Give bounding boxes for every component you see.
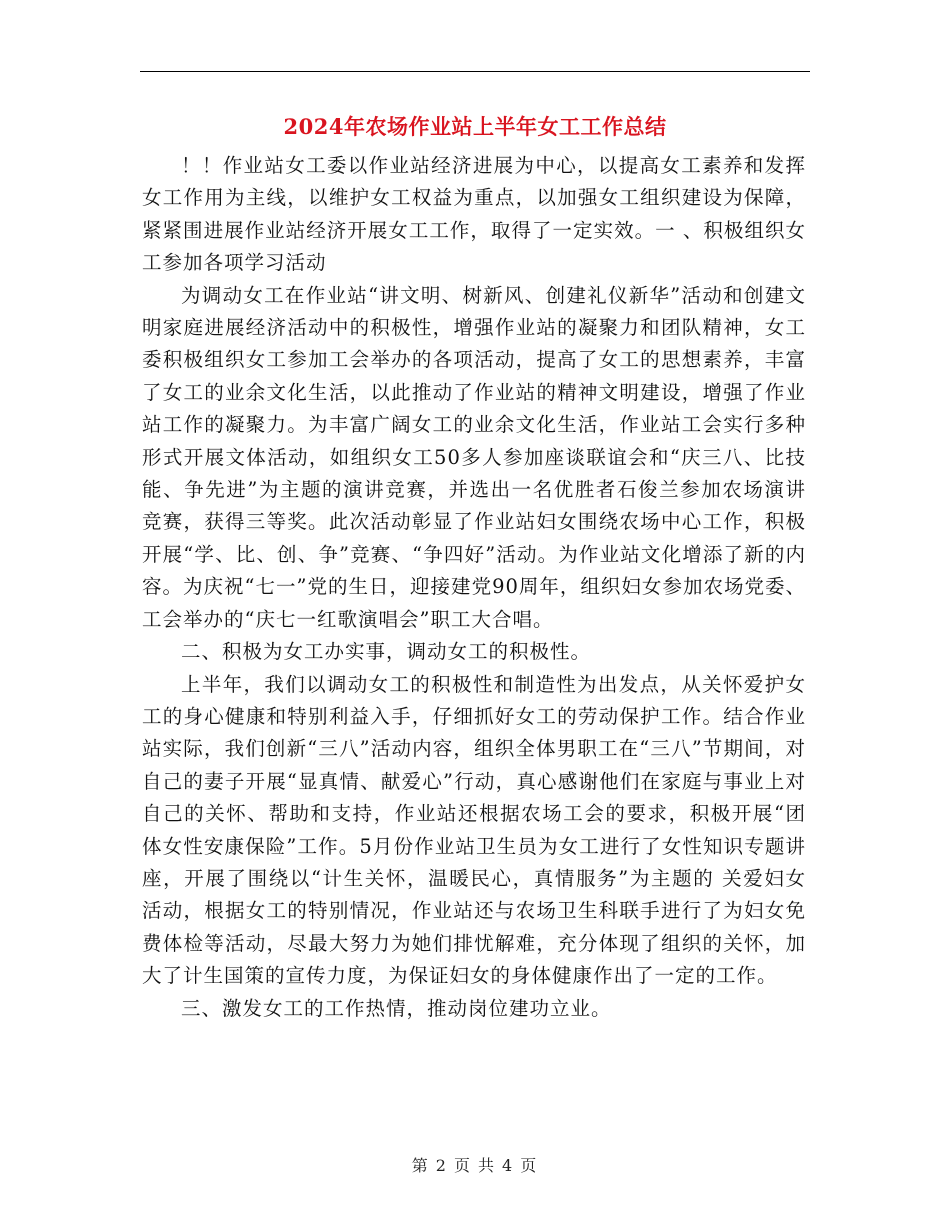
document-body [142,150,806,1025]
paragraph-activities: 为调动女工在作业站“讲文明、树新风、创建礼仪新华”活动和创建文明家庭进展经济活动中的积极性，增强作业站的凝聚力和团队精神，女工委积极组织女工参加工会举办的各项活动，提高了女工的思想素养，丰富了女工的业余文化生活，以此推动了作业站的精神文明建设，增强了作业站工作的凝聚力。为丰富广阔女工的业余文化生活，作业站工会实行多种形式开展文体活动，如组织女工50多人参加座谈联谊会和“庆三八、比技能、争先进”为主题的演讲竞赛，并选出一名优胜者石俊兰参加农场演讲竞赛，获得三等奖。此次活动彰显了作业站妇女围绕农场中心工作，积极开展“学、比、创、争”竞赛、“争四好”活动。为作业站文化增添了新的内容。为庆祝“七一”党的生日，迎接建党90周年，组织妇女参加农场党委、工会举办的“庆七一红歌演唱会”职工大合唱。 [142,283,806,631]
page-footer [0,1154,950,1178]
paragraph-intro: ！！作业站女工委以作业站经济进展为中心，以提高女工素养和发挥女工作用为主线，以维护女工权益为重点，以加强女工组织建设为保障，紧紧围进展作业站经济开展女工工作，取得了一定实效。一 、积极组织女工参加各项学习活动 [142,154,806,275]
total-pages-number: 4 [502,1156,515,1175]
page-label-prefix: 第 [411,1156,430,1175]
total-unit: 页 [520,1156,539,1175]
page-unit: 页 [453,1156,472,1175]
document-title: 2024年农场作业站上半年女工工作总结 [283,114,667,139]
total-label: 共 [478,1156,497,1175]
section-heading-3: 三、激发女工的工作热情，推动岗位建功立业。 [181,996,612,1020]
header-rule [140,71,810,72]
paragraph-welfare: 上半年，我们以调动女工的积极性和制造性为出发点，从关怀爱护女工的身心健康和特别利益入手，仔细抓好女工的劳动保护工作。结合作业站实际，我们创新“三八”活动内容，组织全体男职工在“三八”节期间，对自己的妻子开展“显真情、献爱心”行动，真心感谢他们在家庭与事业上对自己的关怀、帮助和支持，作业站还根据农场工会的要求，积极开展“团体女性安康保险”工作。5月份作业站卫生员为女工进行了女性知识专题讲座，开展了围绕以“计生关怀，温暖民心，真情服务”为主题的 关爱妇女活动，根据女工的特别情况，作业站还与农场卫生科联手进行了为妇女免费体检等活动，尽最大努力为她们排忧解难，充分体现了组织的关怀，加大了计生国策的宣传力度，为保证妇女的身体健康作出了一定的工作。 [142,672,806,988]
section-heading-2: 二、积极为女工办实事，调动女工的积极性。 [181,640,592,664]
current-page-number: 2 [435,1156,448,1175]
